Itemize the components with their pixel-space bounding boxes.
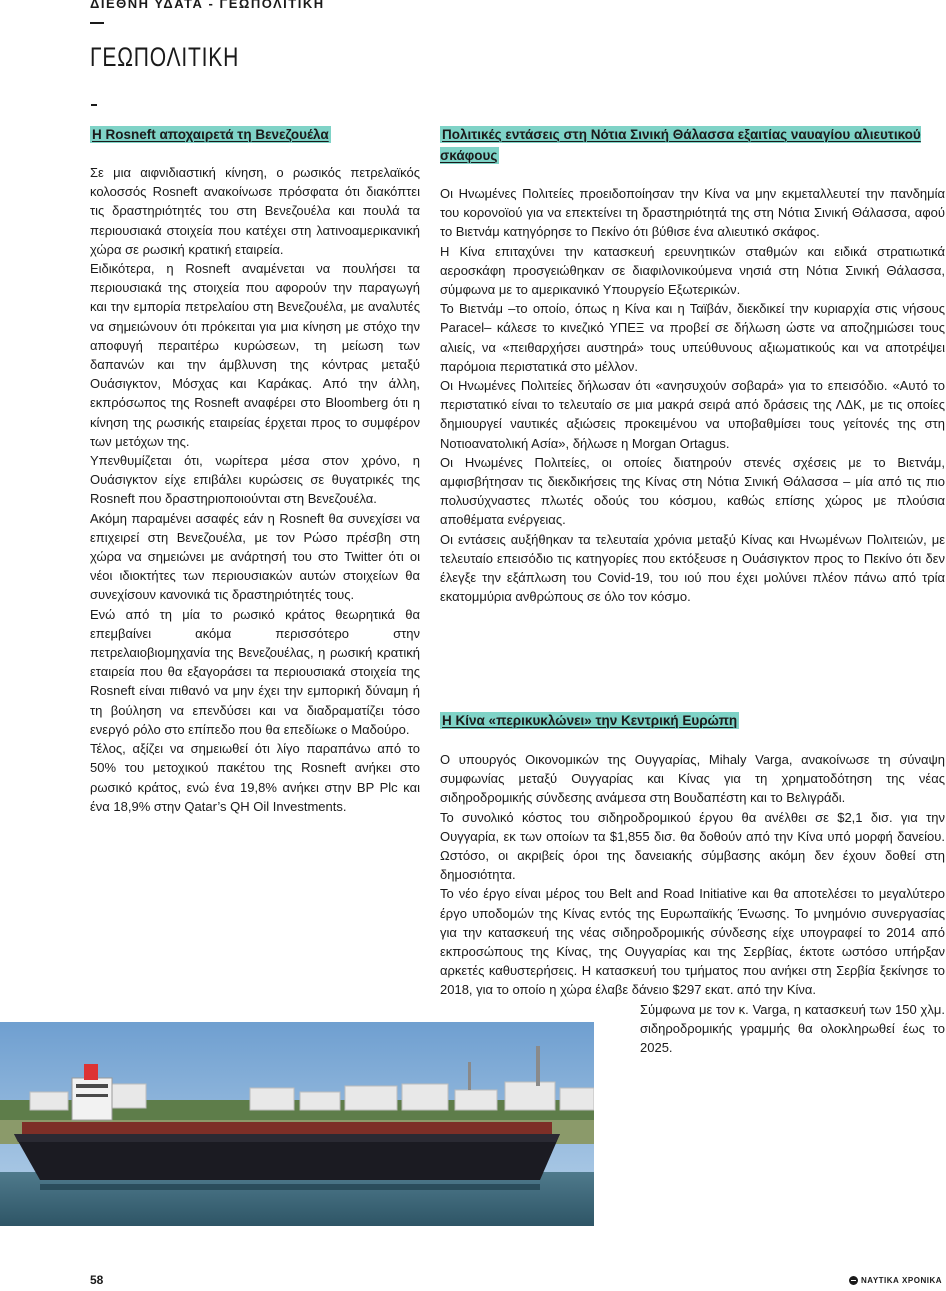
header-divider — [90, 22, 104, 24]
article2-paragraph: Οι εντάσεις αυξήθηκαν τα τελευταία χρόνια μεταξύ Κίνας και Ηνωμένων Πολιτειών, με τελευταίο επεισόδιο τις κατηγορίες που εκτόξευσε η Ουάσιγκτον προς το Πεκίνο ότι δεν έλεγξε την εξάπλωση του Covid-19, του ιού που έχει μολύνει πλέον πάνω από τρία εκατομμύρια ανθρώπους σε όλο τον κόσμο. — [440, 531, 945, 605]
article1-heading-text: Η Rosneft αποχαιρετά τη Βενεζουέλα — [92, 127, 329, 142]
article3-body — [440, 750, 945, 1057]
magazine-brand — [849, 1276, 942, 1285]
tanker-photo — [0, 1022, 594, 1226]
article1-heading — [90, 124, 420, 145]
article2-paragraph: Οι Ηνωμένες Πολιτείες δήλωσαν ότι «ανησυχούν σοβαρά» για το επεισόδιο. «Αυτό το περιστατικό είναι το τελευταίο σε μια μακρά σειρά από δράσεις της ΛΔΚ, με τις οποίες δημιουργεί ναυτικές αξιώσεις προκειμένου να υποβαθμίσει τους γείτονές της στη Νοτιοανατολική Ασία», δήλωσε η Morgan Ortagus. — [440, 378, 945, 451]
article3-heading-text: Η Κίνα «περικυκλώνει» την Κεντρική Ευρώπη — [442, 713, 738, 728]
article3-heading — [440, 710, 945, 731]
article1-paragraph: Υπενθυμίζεται ότι, νωρίτερα μέσα στον χρόνο, η Ουάσιγκτον είχε επιβάλει κυρώσεις σε θυγατρικές της Rosneft που δραστηριοποιούνται στη Βενεζουέλα. — [90, 453, 420, 507]
article1-body — [90, 163, 420, 816]
page-number: 58 — [90, 1273, 104, 1287]
article1-paragraph: Σε μια αιφνιδιαστική κίνηση, ο ρωσικός πετρελαϊκός κολοσσός Rosneft ανακοίνωσε πρόσφατα ότι διακόπτει τις δραστηριότητές του στη Βενεζουέλα και πουλά τα περιουσιακά στοιχεία που κατέχει στη λατινοαμερικανική χώρα σε ρωσική κρατική εταιρεία. — [90, 165, 420, 257]
article3-paragraph: Ο υπουργός Οικονομικών της Ουγγαρίας, Mihaly Varga, ανακοίνωσε τη σύναψη συμφωνίας μεταξύ Ουγγαρίας και Κίνας για τη χρηματοδότηση της νέας σιδηροδρομικής σύνδεσης ανάμεσα στη Βουδαπέστη και το Βελιγράδι. — [440, 752, 945, 806]
article2-body — [440, 184, 945, 606]
title-marker — [91, 104, 97, 106]
section-label: ΔΙΕΘΝΗ ΥΔΑΤΑ - ΓΕΩΠΟΛΙΤΙΚΗ — [90, 0, 325, 11]
article3-paragraph: Το νέο έργο είναι μέρος του Belt and Road Initiative και θα αποτελέσει το μεγαλύτερο έργο υποδομών της Κίνας εντός της Ευρωπαϊκής Ένωσης. Το μνημόνιο συνεργασίας για την κατασκευή της νέας σιδηροδρομικής σύνδεσης είχε υπογραφεί το 2014 από εκπροσώπους της Κίνας, της Ουγγαρίας και της Σερβίας, έκτοτε ωστόσο υπήρξαν αρκετές καθυστερήσεις. Η κατασκευή του τμήματος που ανήκει στη Σερβία ξεκίνησε το 2018, για το οποίο η χώρα έλαβε δάνειο $297 εκατ. από την Κίνα. — [440, 886, 945, 998]
article1-paragraph: Τέλος, αξίζει να σημειωθεί ότι λίγο παραπάνω από το 50% του μετοχικού πακέτου της Rosneft ανήκει στο ρωσικό κράτος, ενώ ένα 19,8% ανήκει στην BP Plc και ένα 18,9% στην Qatar’s QH Oil Investments. — [90, 741, 420, 814]
page-title: ΓΕΩΠΟΛΙΤΙΚΗ — [90, 42, 240, 72]
article1-paragraph: Ειδικότερα, η Rosneft αναμένεται να πουλήσει τα περιουσιακά της στοιχεία που αφορούν την παραγωγή και την εμπορία πετρελαίου στη Βενεζουέλα, με αναλυτές να σημειώνουν ότι πρόκειται για μια κίνηση με στόχο την αποφυγή περαιτέρω κυρώσεων, τη μείωση των δαπανών και την άμβλυνση της κόντρας μεταξύ Ουάσιγκτον, Μόσχας και Καράκας. Από την άλλη, εκπρόσωπος της Rosneft αναφέρει στο Bloomberg ότι η κίνηση της ρωσικής εταιρείας έρχεται προς το συμφέρον των μετόχων της. — [90, 261, 420, 449]
article1-paragraph: Ακόμη παραμένει ασαφές εάν η Rosneft θα συνεχίσει να επιχειρεί στη Βενεζουέλα, με τον Ρώσο πρέσβη στη χώρα να σημειώνει με ανάρτησή του στο Twitter ότι οι νέοι ιδιοκτήτες των περιουσιακών αυτών στοιχείων θα συνεχίσουν κανονικά τις δραστηριότητές τους. — [90, 510, 420, 603]
article3-paragraph: Το συνολικό κόστος του σιδηροδρομικού έργου θα ανέλθει σε $2,1 δισ. για την Ουγγαρία, εκ των οποίων τα $1,855 δισ. θα δοθούν από την Κίνα υπό μορφή δανείου. Ωστόσο, οι ακριβείς όροι της δανειακής σύμβασης ακόμη δεν έχουν δοθεί στη δημοσιότητα. — [440, 809, 945, 883]
article3-paragraph: Σύμφωνα με τον κ. Varga, η κατασκευή των 150 χλμ. σιδηροδρομικής γραμμής θα ολοκληρωθεί έως το 2025. — [640, 1001, 945, 1056]
article2-paragraph: Το Βιετνάμ –το οποίο, όπως η Κίνα και η Ταϊβάν, διεκδικεί την κυριαρχία στις νήσους Paracel– κάλεσε το κινεζικό ΥΠΕΞ να προβεί σε δήλωση ώστε να αποζημιώσει τους αλιείς, να «πειθαρχήσει αυστηρά» τους υπεύθυνους αξιωματικούς και να αποτρέψει παρόμοια περιστατικά στο μέλλον. — [440, 301, 945, 374]
article2-heading-text: Πολιτικές εντάσεις στη Νότια Σινική Θάλασσα εξαιτίας ναυαγίου αλιευτικού σκάφους — [440, 127, 921, 163]
article1-paragraph: Ενώ από τη μία το ρωσικό κράτος θεωρητικά θα επεμβαίνει ακόμα περισσότερο στην πετρελαιοβιομηχανία της Βενεζουέλας, η ρωσική κρατική εταιρεία που θα εξαγοράσει τα περιουσιακά στοιχεία της Rosneft είναι πιθανό να μην έχει την εμπορική δύναμη ή τη βούληση να επενδύσει και να διαδραματίζει τόσο ενεργό ρόλο στο επίπεδο που θα επεδίωκε ο Μαδούρο. — [90, 606, 420, 737]
magazine-logo-icon — [849, 1276, 858, 1285]
article2-paragraph: Η Κίνα επιταχύνει την κατασκευή ερευνητικών σταθμών και ειδικά στρατιωτικά αεροσκάφη προσγειώθηκαν σε διαφιλονικούμενα νησιά στη Νότια Σινική Θάλασσα, σύμφωνα με το αμερικανικό Υπουργείο Εξωτερικών. — [440, 243, 945, 298]
article2-paragraph: Οι Ηνωμένες Πολιτείες, οι οποίες διατηρούν στενές σχέσεις με το Βιετνάμ, αμφισβήτησαν τις διεκδικήσεις της Κίνας στη Νότια Σινική Θάλασσα – μία από τις πιο πολυσύχναστες πλωτές οδούς του κόσμου, καθώς επίσης χώρος με πλούσια αποθέματα ενέργειας. — [440, 454, 945, 528]
magazine-name: ΝΑΥΤΙΚΑ ΧΡΟΝΙΚΑ — [861, 1276, 942, 1285]
article2-heading — [440, 124, 945, 166]
article2-paragraph: Οι Ηνωμένες Πολιτείες προειδοποίησαν την Κίνα να μην εκμεταλλευτεί την πανδημία του κορονοϊού για να επεκτείνει τη δραστηριότητά της στη Νότια Σινική Θάλασσα, αφού το Βιετνάμ κατηγόρησε το Πεκίνο ότι βύθισε ένα αλιευτικό σκάφος. — [440, 186, 945, 240]
